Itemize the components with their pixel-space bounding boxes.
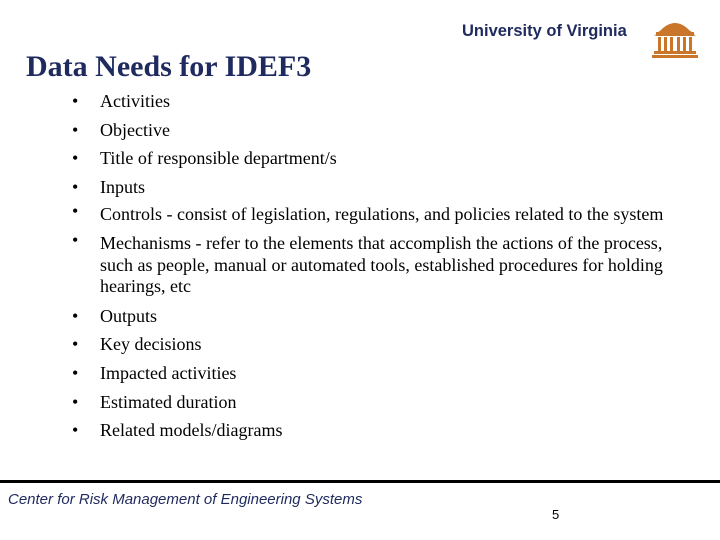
list-item bbox=[72, 173, 672, 202]
list-item-text: Title of responsible department/s bbox=[100, 148, 337, 169]
bullet-marker: • bbox=[72, 334, 79, 355]
bullet-marker: • bbox=[72, 362, 79, 383]
list-item bbox=[72, 87, 672, 116]
list-item-text: Objective bbox=[100, 119, 170, 140]
bullet-list bbox=[72, 87, 672, 445]
list-item-text: Inputs bbox=[100, 176, 145, 197]
list-item bbox=[72, 388, 672, 417]
list-item-text: Mechanisms - refer to the elements that accomplish the actions of the process, such as people, manual or automated tools, established procedures for holding hearings, etc bbox=[100, 232, 663, 297]
footer-center-name: Center for Risk Management of Engineering Systems bbox=[8, 491, 363, 508]
bullet-marker: • bbox=[72, 91, 79, 111]
list-item bbox=[72, 144, 672, 173]
bullet-marker: • bbox=[72, 229, 79, 250]
list-item bbox=[72, 416, 672, 445]
list-item-text: Estimated duration bbox=[100, 391, 237, 412]
bullet-marker: • bbox=[72, 305, 79, 326]
list-item-text: Controls - consist of legislation, regulations, and policies related to the system bbox=[100, 204, 664, 225]
page-number: 5 bbox=[552, 507, 560, 522]
rotunda-icon bbox=[651, 12, 699, 60]
list-item-text: Outputs bbox=[100, 305, 158, 326]
university-name: University of Virginia bbox=[462, 22, 627, 40]
bullet-marker: • bbox=[72, 119, 79, 140]
footer-divider bbox=[0, 480, 720, 483]
list-item bbox=[72, 302, 672, 331]
list-item-text: Related models/diagrams bbox=[100, 420, 283, 441]
list-item-text: Activities bbox=[100, 91, 170, 111]
list-item bbox=[72, 359, 672, 388]
list-item-text: Impacted activities bbox=[100, 362, 237, 383]
list-item bbox=[72, 330, 672, 359]
bullet-marker: • bbox=[72, 201, 79, 222]
bullet-marker: • bbox=[72, 176, 79, 197]
bullet-marker: • bbox=[72, 391, 79, 412]
list-item bbox=[72, 201, 672, 230]
list-item bbox=[72, 116, 672, 145]
bullet-marker: • bbox=[72, 148, 79, 169]
slide-title: Data Needs for IDEF3 bbox=[26, 50, 312, 83]
list-item bbox=[72, 230, 672, 302]
list-item-text: Key decisions bbox=[100, 334, 202, 355]
bullet-marker: • bbox=[72, 420, 79, 441]
